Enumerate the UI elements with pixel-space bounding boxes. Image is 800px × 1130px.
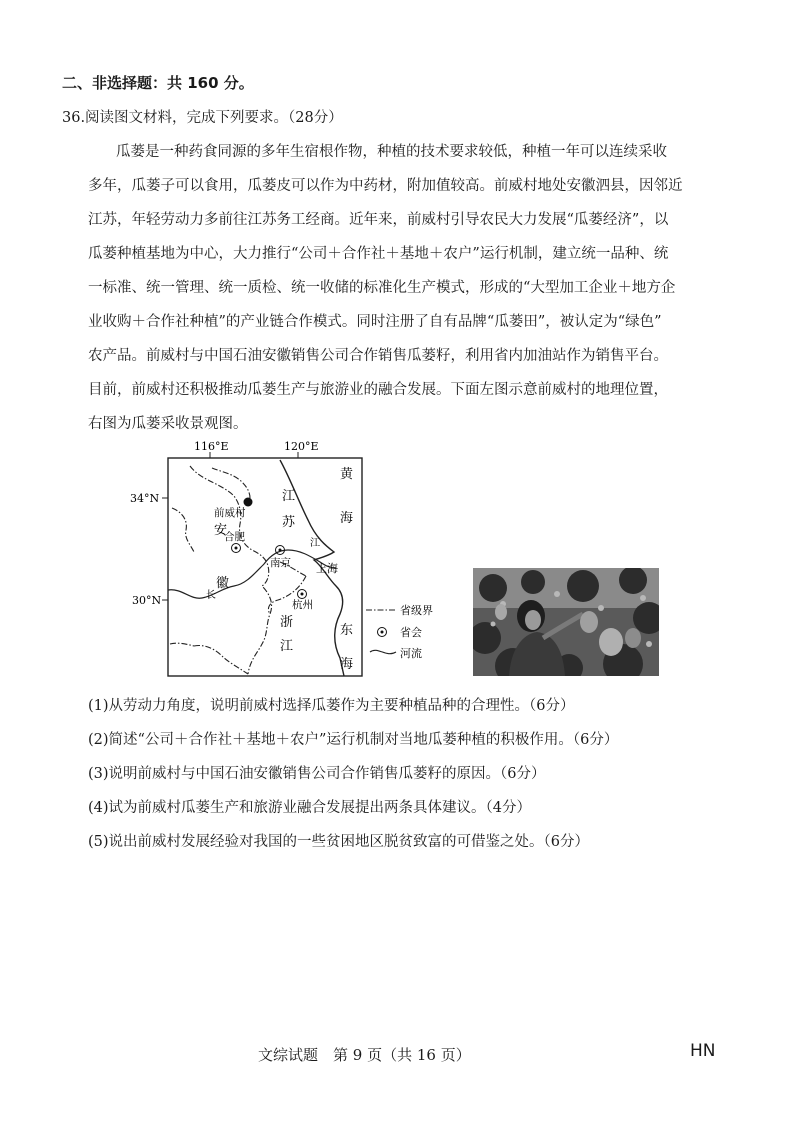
label-hui: 徽 bbox=[216, 576, 230, 591]
question-intro: 36.阅读图文材料，完成下列要求。（28分） bbox=[62, 110, 343, 126]
sub-question-3: (3)说明前威村与中国石油安徽销售公司合作销售瓜蒌籽的原因。（6分） bbox=[88, 766, 546, 782]
paragraph-line: 瓜蒌是一种药食同源的多年生宿根作物，种植的技术要求较低，种植一年可以连续采收 bbox=[116, 144, 667, 160]
label-jiang-river: 江 bbox=[310, 538, 320, 549]
hefei-capital-dot bbox=[235, 547, 238, 550]
section-title: 二、非选择题：共 160 分。 bbox=[62, 74, 254, 92]
lat-label-34: 34°N bbox=[130, 492, 160, 505]
nanjing-capital-dot bbox=[279, 549, 282, 552]
paragraph-line: 目前，前威村还积极推动瓜蒌生产与旅游业的融合发展。下面左图示意前威村的地理位置， bbox=[88, 382, 668, 398]
sub-question-5: (5)说出前威村发展经验对我国的一些贫困地区脱贫致富的可借鉴之处。（6分） bbox=[88, 834, 590, 850]
label-hai-1: 海 bbox=[340, 511, 354, 526]
lat-label-30: 30°N bbox=[132, 594, 162, 607]
hangzhou-capital-dot bbox=[301, 593, 304, 596]
label-zhejiang: 江 bbox=[280, 639, 294, 654]
label-hangzhou: 杭州 bbox=[292, 599, 313, 611]
legend-river-symbol bbox=[370, 650, 396, 653]
paragraph-line: 农产品。前威村与中国石油安徽销售公司合作销售瓜蒌籽，利用省内加油站作为销售平台。 bbox=[88, 348, 668, 364]
location-map bbox=[130, 438, 470, 684]
paragraph-line: 右图为瓜蒌采收景观图。 bbox=[88, 416, 248, 432]
paragraph-line: 业收购＋合作社种植”的产业链合作模式。同时注册了自有品牌“瓜蒌田”，被认定为“绿色” bbox=[88, 314, 662, 330]
label-dong: 东 bbox=[340, 623, 354, 638]
lon-label-120: 120°E bbox=[284, 440, 319, 453]
page-footer: 文综试题 第 9 页（共 16 页） bbox=[258, 1046, 471, 1064]
qianwei-village-marker bbox=[244, 498, 253, 507]
harvest-photo bbox=[473, 568, 659, 676]
map-legend bbox=[366, 603, 433, 660]
sub-question-4: (4)试为前威村瓜蒌生产和旅游业融合发展提出两条具体建议。（4分） bbox=[88, 800, 532, 816]
legend-capital-dot bbox=[381, 631, 384, 634]
label-shanghai: 上海 bbox=[316, 562, 338, 575]
sub-question-2: (2)简述“公司＋合作社＋基地＋农户”运行机制对当地瓜蒌种植的积极作用。（6分） bbox=[88, 732, 619, 748]
yangtze-river bbox=[168, 550, 336, 598]
region-code: HN bbox=[690, 1041, 716, 1061]
legend-river-label: 河流 bbox=[400, 647, 422, 660]
paragraph-line: 多年，瓜蒌子可以食用，瓜蒌皮可以作为中药材，附加值较高。前威村地处安徽泗县，因邻近 bbox=[88, 178, 683, 194]
label-jiangsu-1: 江 bbox=[282, 489, 296, 504]
legend-boundary-label: 省级界 bbox=[400, 604, 433, 617]
paragraph-line: 江苏，年轻劳动力多前往江苏务工经商。近年来，前威村引导农民大力发展“瓜蒌经济”，以 bbox=[88, 212, 669, 228]
label-hai-2: 海 bbox=[340, 657, 354, 672]
label-an: 安 bbox=[214, 523, 228, 538]
label-chang: 长 bbox=[206, 590, 216, 601]
paragraph-line: 瓜蒌种植基地为中心，大力推行“公司＋合作社＋基地＋农户”运行机制，建立统一品种、统 bbox=[88, 246, 669, 262]
sub-question-1: (1)从劳动力角度，说明前威村选择瓜蒌作为主要种植品种的合理性。（6分） bbox=[88, 698, 575, 714]
label-jiangsu-2: 苏 bbox=[282, 515, 296, 530]
paragraph-line: 一标准、统一管理、统一质检、统一收储的标准化生产模式，形成的“大型加工企业＋地方企 bbox=[88, 280, 676, 296]
lon-label-116: 116°E bbox=[194, 440, 229, 453]
label-qianwei: 前威村 bbox=[214, 507, 246, 519]
label-hefei: 合肥 bbox=[224, 531, 245, 543]
legend-capital-label: 省会 bbox=[400, 626, 422, 639]
label-zhe: 浙 bbox=[280, 615, 294, 630]
label-nanjing: 南京 bbox=[270, 557, 291, 569]
label-huang: 黄 bbox=[340, 467, 354, 482]
